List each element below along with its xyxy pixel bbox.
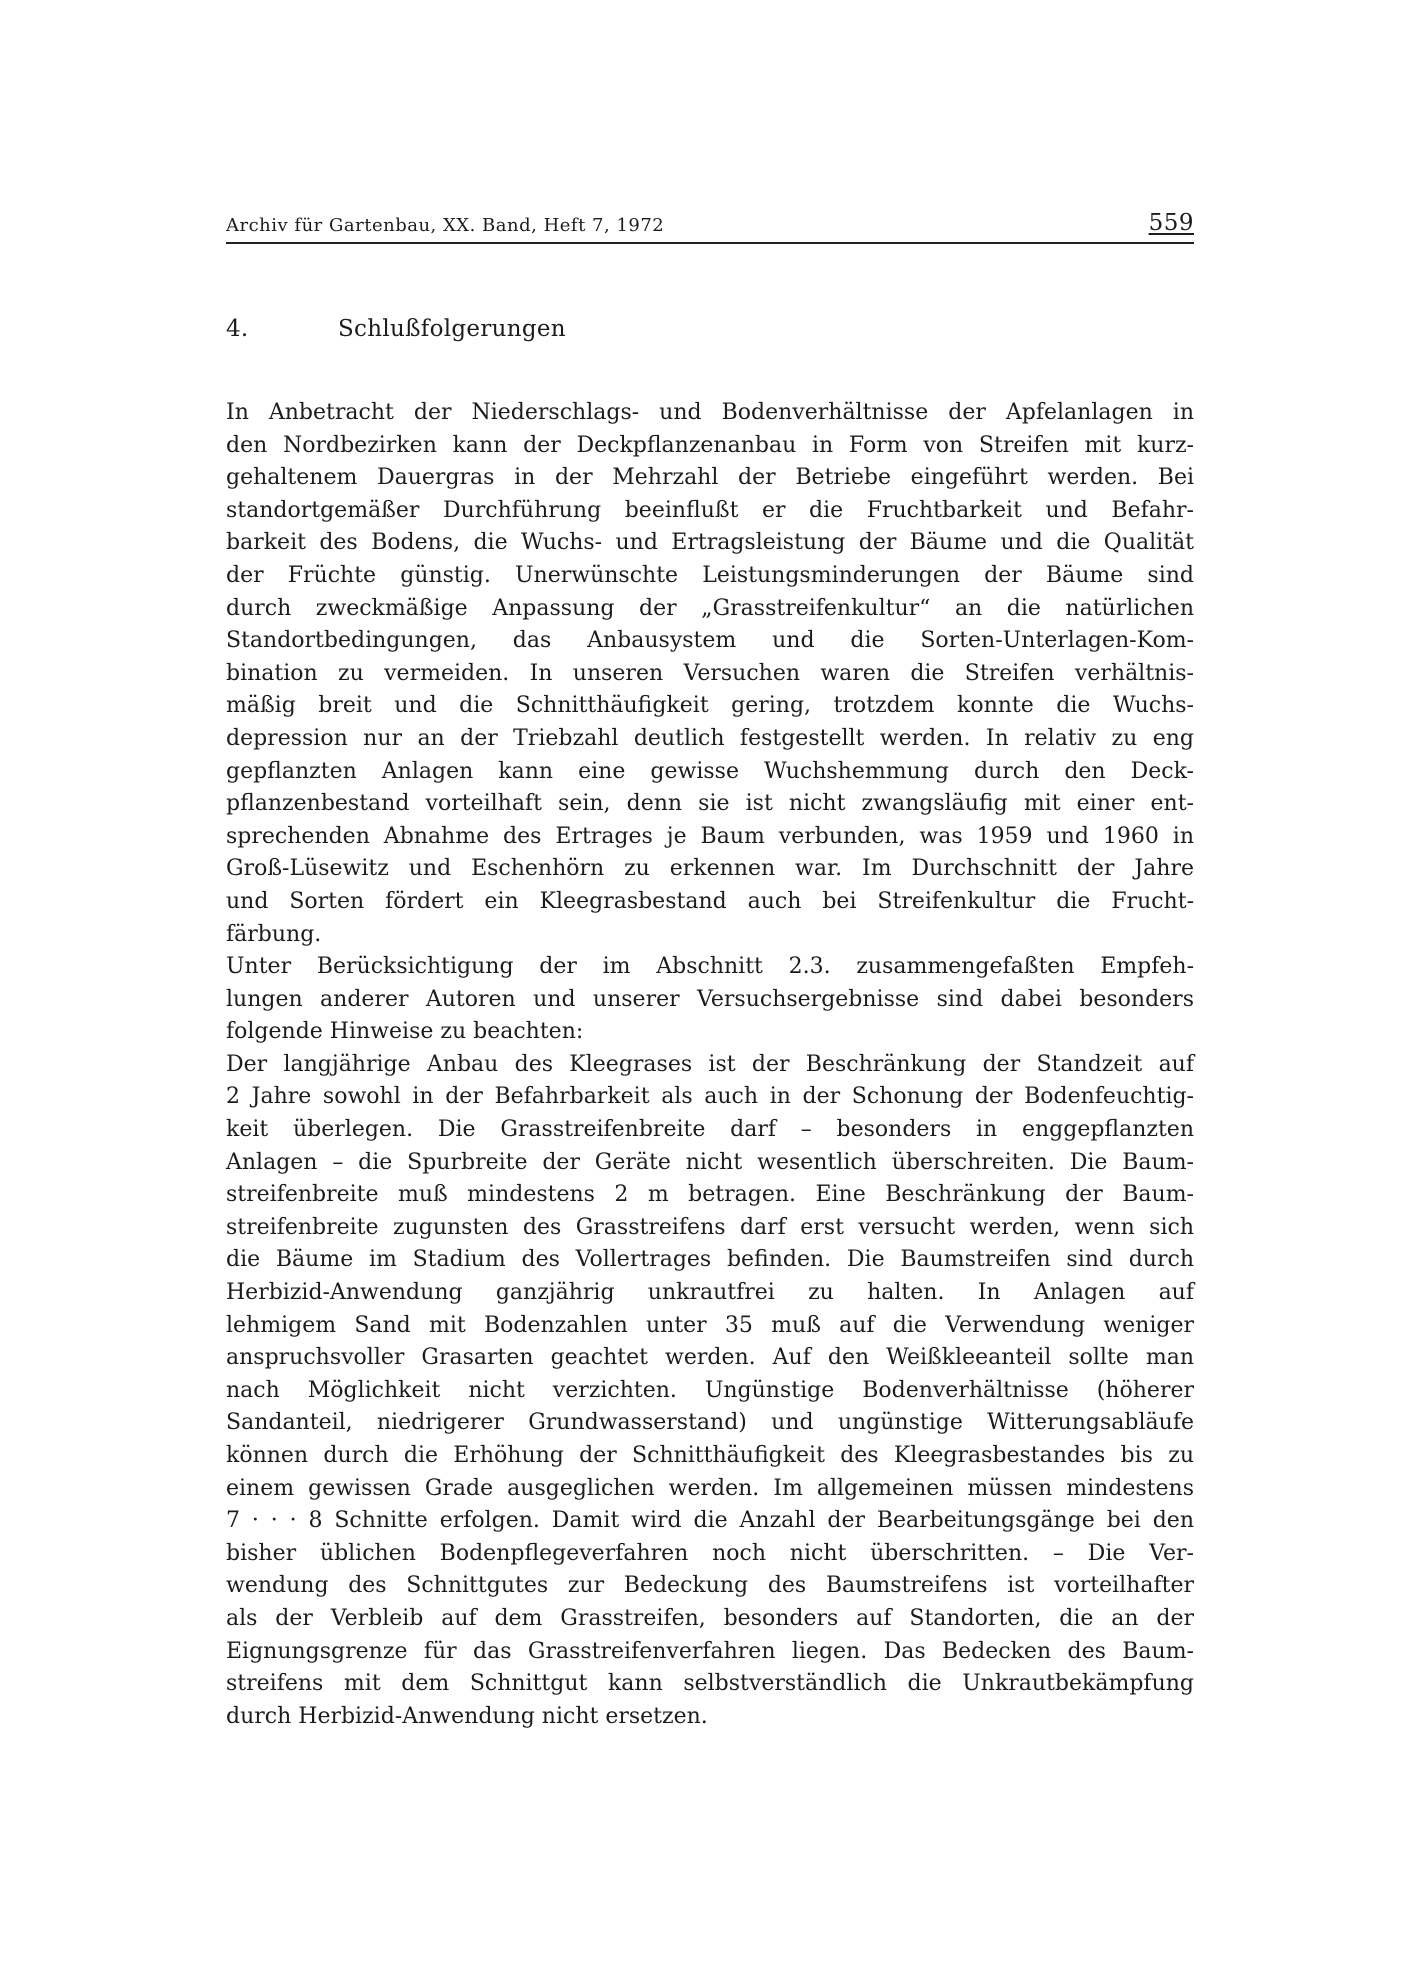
text-line: lungen anderer Autoren und unserer Versuchsergebnisse sind dabei besonders [226, 986, 1194, 1012]
text-line: 7 · · · 8 Schnitte erfolgen. Damit wird die Anzahl der Bearbeitungsgänge bei den [226, 1508, 1194, 1534]
section-number: 4. [226, 316, 249, 342]
page [226, 210, 1194, 1733]
text-line: Sandanteil, niedrigerer Grundwasserstand) und ungünstige Witterungsabläufe [226, 1410, 1194, 1436]
running-head [226, 210, 1194, 244]
text-line: die Bäume im Stadium des Vollertrages befinden. Die Baumstreifen sind durch [226, 1247, 1194, 1273]
paragraph [226, 397, 1194, 951]
text-line: Anlagen – die Spurbreite der Geräte nicht wesentlich überschreiten. Die Baum- [226, 1149, 1194, 1175]
text-line: Standortbedingungen, das Anbausystem und die Sorten-Unterlagen-Kom- [226, 628, 1194, 654]
page-number: 559 [1148, 210, 1194, 236]
text-line: mäßig breit und die Schnitthäufigkeit gering, trotzdem konnte die Wuchs- [226, 693, 1194, 719]
text-line: standortgemäßer Durchführung beeinflußt er die Fruchtbarkeit und Befahr- [226, 497, 1194, 523]
paragraph [226, 951, 1194, 1049]
text-line: durch Herbizid-Anwendung nicht ersetzen. [226, 1703, 708, 1729]
paragraph [226, 1049, 1194, 1733]
text-line: 2 Jahre sowohl in der Befahrbarkeit als auch in der Schonung der Bodenfeuchtig- [226, 1084, 1194, 1110]
text-line: gehaltenem Dauergras in der Mehrzahl der Betriebe eingeführt werden. Bei [226, 465, 1194, 491]
text-line: Unter Berücksichtigung der im Abschnitt 2.3. zusammengefaßten Empfeh- [226, 954, 1194, 980]
text-line: pflanzenbestand vorteilhaft sein, denn sie ist nicht zwangsläufig mit einer ent- [226, 791, 1194, 817]
text-line: streifenbreite zugunsten des Grasstreifens darf erst versucht werden, wenn sich [226, 1214, 1194, 1240]
text-line: streifenbreite muß mindestens 2 m betragen. Eine Beschränkung der Baum- [226, 1182, 1194, 1208]
text-line: können durch die Erhöhung der Schnitthäufigkeit des Kleegrasbestandes bis zu [226, 1443, 1194, 1468]
text-line: lehmigem Sand mit Bodenzahlen unter 35 muß auf die Verwendung weniger [226, 1312, 1194, 1338]
text-line: In Anbetracht der Niederschlags- und Bodenverhältnisse der Apfelanlagen in [226, 400, 1194, 425]
text-line: keit überlegen. Die Grasstreifenbreite darf – besonders in enggepflanzten [226, 1117, 1194, 1143]
text-line: barkeit des Bodens, die Wuchs- und Ertragsleistung der Bäume und die Qualität [226, 530, 1194, 556]
text-line: bination zu vermeiden. In unseren Versuchen waren die Streifen verhältnis- [226, 660, 1194, 686]
text-line: Der langjährige Anbau des Kleegrases ist der Beschränkung der Standzeit auf [226, 1051, 1194, 1077]
text-line: sprechenden Abnahme des Ertrages je Baum verbunden, was 1959 und 1960 in [226, 823, 1194, 849]
text-line: einem gewissen Grade ausgeglichen werden. Im allgemeinen müssen mindestens [226, 1475, 1194, 1501]
text-line: Eignungsgrenze für das Grasstreifenverfahren liegen. Das Bedecken des Baum- [226, 1638, 1194, 1664]
text-line: bisher üblichen Bodenpflegeverfahren noch nicht überschritten. – Die Ver- [226, 1540, 1194, 1566]
text-line: wendung des Schnittgutes zur Bedeckung des Baumstreifens ist vorteilhafter [226, 1573, 1194, 1599]
text-line: Groß-Lüsewitz und Eschenhörn zu erkennen war. Im Durchschnitt der Jahre [226, 856, 1194, 882]
text-line: den Nordbezirken kann der Deckpflanzenanbau in Form von Streifen mit kurz- [226, 432, 1194, 458]
body-text [226, 397, 1194, 1733]
journal-citation: Archiv für Gartenbau, XX. Band, Heft 7, 1972 [226, 215, 665, 236]
section-heading [226, 316, 1194, 342]
text-line: Herbizid-Anwendung ganzjährig unkrautfrei zu halten. In Anlagen auf [226, 1280, 1194, 1306]
text-line: und Sorten fördert ein Kleegrasbestand auch bei Streifenkultur die Frucht- [226, 888, 1194, 914]
text-line: folgende Hinweise zu beachten: [226, 1019, 584, 1045]
text-line: färbung. [226, 921, 322, 947]
text-line: anspruchsvoller Grasarten geachtet werden. Auf den Weißkleeanteil sollte man [226, 1345, 1194, 1371]
text-line: der Früchte günstig. Unerwünschte Leistungsminderungen der Bäume sind [226, 562, 1194, 588]
text-line: nach Möglichkeit nicht verzichten. Ungünstige Bodenverhältnisse (höherer [226, 1377, 1194, 1403]
section-title: Schlußfolgerungen [338, 316, 566, 342]
text-line: durch zweckmäßige Anpassung der „Grasstreifenkultur“ an die natürlichen [226, 595, 1194, 621]
text-line: als der Verbleib auf dem Grasstreifen, besonders auf Standorten, die an der [226, 1605, 1194, 1631]
text-line: streifens mit dem Schnittgut kann selbstverständlich die Unkrautbekämpfung [226, 1671, 1194, 1697]
text-line: depression nur an der Triebzahl deutlich festgestellt werden. In relativ zu eng [226, 725, 1194, 751]
text-line: gepflanzten Anlagen kann eine gewisse Wuchshemmung durch den Deck- [226, 758, 1194, 784]
